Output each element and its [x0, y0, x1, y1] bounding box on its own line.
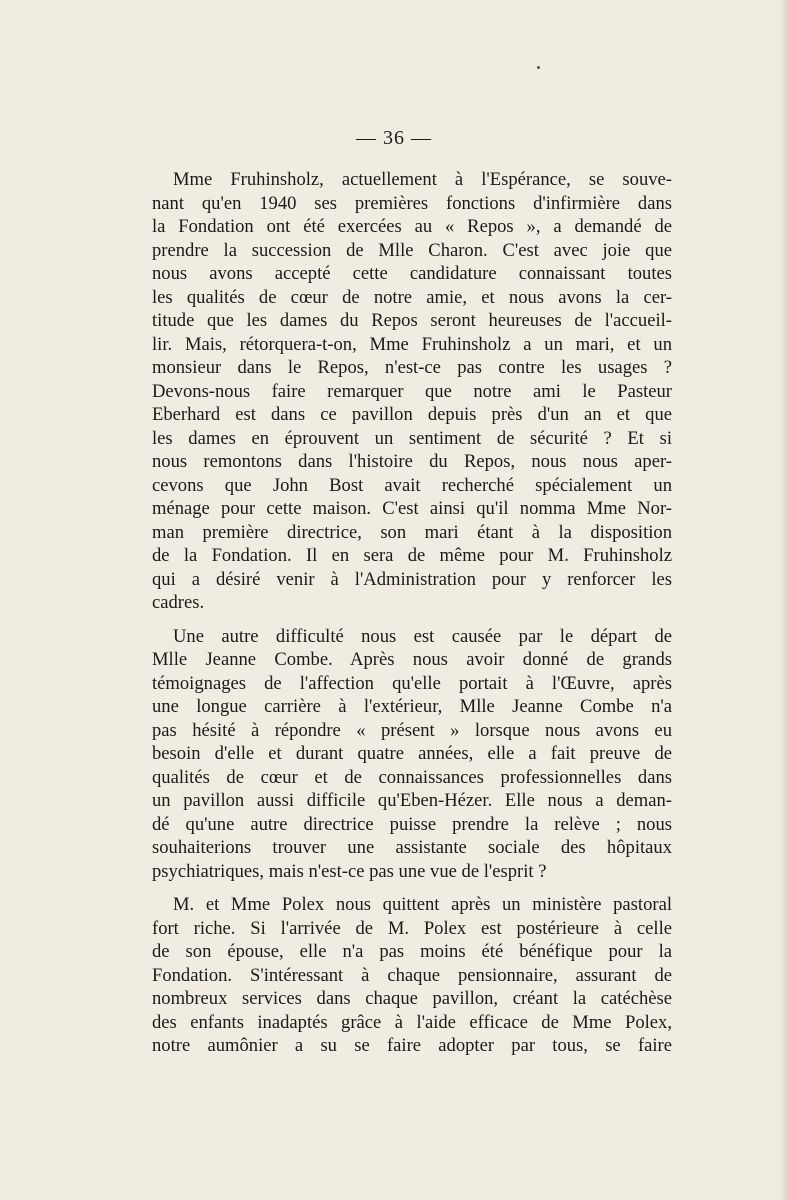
- text-line: la Fondation ont été exercées au « Repos », a demandé de: [152, 216, 672, 237]
- text-line: Eberhard est dans ce pavillon depuis près d'un an et que: [152, 404, 672, 425]
- text-line: nous remontons dans l'histoire du Repos, nous nous aper-: [152, 451, 672, 472]
- text-line: de la Fondation. Il en sera de même pour M. Fruhinsholz: [152, 545, 672, 566]
- text-line: titude que les dames du Repos seront heureuses de l'accueil-: [152, 310, 672, 331]
- text-line: cevons que John Bost avait recherché spécialement un: [152, 474, 672, 496]
- text-line: notre aumônier a su se faire adopter par tous, se faire: [152, 1035, 672, 1056]
- text-line: psychiatriques, mais n'est-ce pas une vue de l'esprit ?: [152, 860, 547, 882]
- text-line: Devons-nous faire remarquer que notre ami le Pasteur: [152, 380, 672, 402]
- body-text: [152, 168, 672, 1068]
- text-line: dé qu'une autre directrice puisse prendre la relève ; nous: [152, 813, 672, 835]
- text-line: lir. Mais, rétorquera-t-on, Mme Fruhinsholz a un mari, et un: [152, 333, 672, 355]
- text-line: nombreux services dans chaque pavillon, créant la catéchèse: [152, 988, 672, 1009]
- text-line: nant qu'en 1940 ses premières fonctions d'infirmière dans: [152, 192, 672, 214]
- text-line: les qualités de cœur de notre amie, et nous avons la cer-: [152, 286, 672, 308]
- paragraph-1: [152, 168, 672, 615]
- text-line: souhaiterions trouver une assistante sociale des hôpitaux: [152, 837, 672, 858]
- paper-speck: [537, 66, 540, 69]
- paragraph-2: [152, 625, 672, 884]
- text-line: Fondation. S'intéressant à chaque pensionnaire, assurant de: [152, 964, 672, 986]
- text-line: un pavillon aussi difficile qu'Eben-Hézer. Elle nous a deman-: [152, 790, 672, 811]
- text-line: témoignages de l'affection qu'elle portait à l'Œuvre, après: [152, 672, 672, 694]
- text-line: fort riche. Si l'arrivée de M. Polex est postérieure à celle: [152, 917, 672, 939]
- page-number: — 36 —: [356, 127, 432, 149]
- text-line: les dames en éprouvent un sentiment de sécurité ? Et si: [152, 427, 672, 449]
- paragraph-3: [152, 893, 672, 1058]
- text-line: man première directrice, son mari étant à la disposition: [152, 521, 672, 543]
- text-line: prendre la succession de Mlle Charon. C'est avec joie que: [152, 239, 672, 261]
- text-line: M. et Mme Polex nous quittent après un ministère pastoral: [173, 894, 672, 915]
- text-line: des enfants inadaptés grâce à l'aide efficace de Mme Polex,: [152, 1011, 672, 1033]
- text-line: Mlle Jeanne Combe. Après nous avoir donné de grands: [152, 649, 672, 670]
- text-line: une longue carrière à l'extérieur, Mlle Jeanne Combe n'a: [152, 696, 672, 717]
- text-line: nous avons accepté cette candidature connaissant toutes: [152, 263, 672, 284]
- text-line: qualités de cœur et de connaissances professionnelles dans: [152, 766, 672, 788]
- page-edge-shadow: [780, 0, 788, 1200]
- text-line: cadres.: [152, 592, 205, 613]
- text-line: qui a désiré venir à l'Administration pour y renforcer les: [152, 568, 672, 590]
- text-line: Mme Fruhinsholz, actuellement à l'Espérance, se souve-: [173, 169, 672, 190]
- text-line: ménage pour cette maison. C'est ainsi qu'il nomma Mme Nor-: [152, 498, 672, 519]
- text-line: monsieur dans le Repos, n'est-ce pas contre les usages ?: [152, 357, 672, 378]
- text-line: de son épouse, elle n'a pas moins été bénéfique pour la: [152, 941, 672, 962]
- text-line: Une autre difficulté nous est causée par le départ de: [173, 625, 672, 647]
- text-line: besoin d'elle et durant quatre années, elle a fait preuve de: [152, 743, 672, 764]
- text-line: pas hésité à répondre « présent » lorsque nous avons eu: [152, 719, 672, 741]
